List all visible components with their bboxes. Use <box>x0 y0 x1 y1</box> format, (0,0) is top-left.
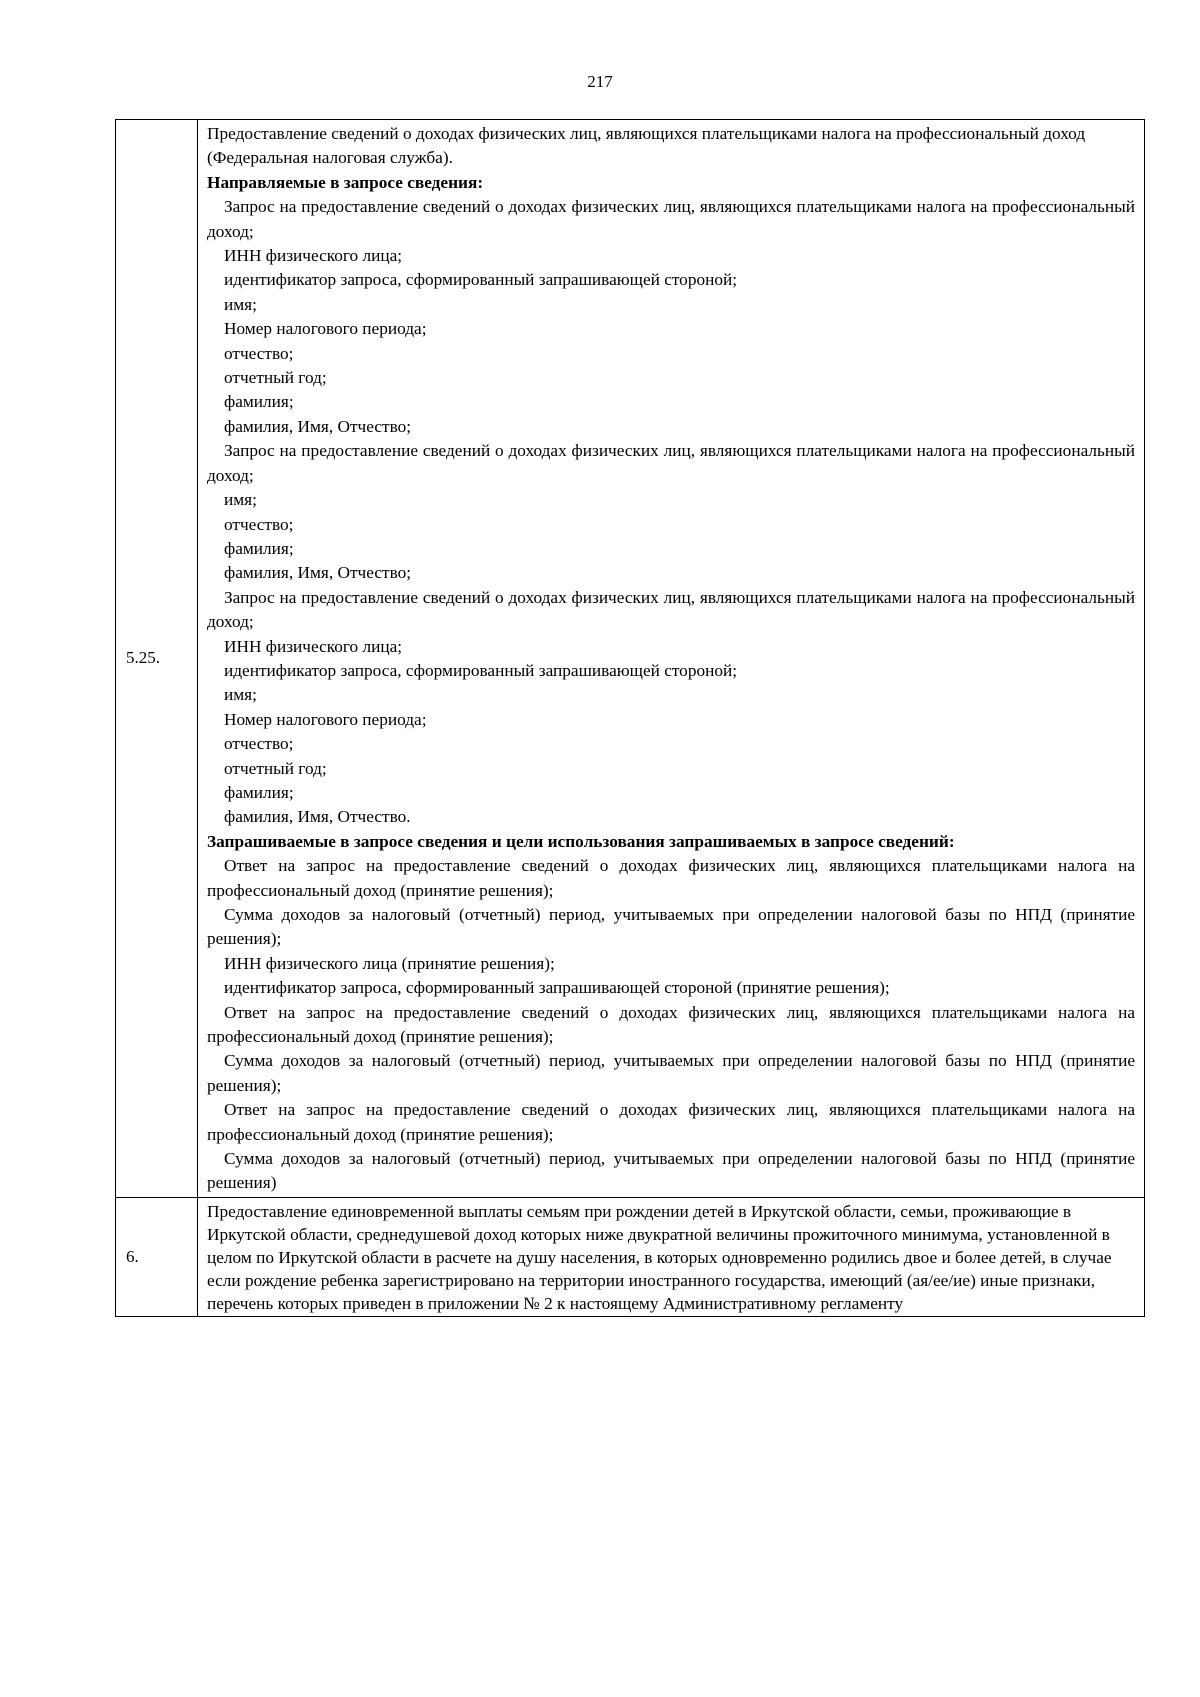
paragraph: отчетный год; <box>224 758 327 778</box>
paragraph: фамилия, Имя, Отчество; <box>224 563 412 583</box>
paragraph: идентификатор запроса, сформированный запрашивающей стороной (принятие решения); <box>224 978 890 998</box>
paragraph: Сумма доходов за налоговый (отчетный) период, учитываемых при определении налоговой базы по НПД (принятие решения); <box>207 905 1135 949</box>
row-content-cell <box>198 1197 1145 1316</box>
paragraph: Сумма доходов за налоговый (отчетный) период, учитываемых при определении налоговой базы по НПД (принятие решения) <box>207 1149 1135 1193</box>
paragraph: Предоставление единовременной выплаты семьям при рождении детей в Иркутской области, семьи, проживающие в Иркутской области, среднедушевой доход которых ниже двукратной величины прожиточного минимума, установленной в целом по Иркутской области в расчете на душу населения, в которых одновременно родились двое и более детей, в случае если рождение ребенка зарегистрировано на территории иностранного государства, имеющий (ая/ее/ие) иные признаки, перечень которых приведен в приложении № 2 к настоящему Административному регламенту <box>207 1201 1112 1313</box>
row-number-cell: 6. <box>116 1197 198 1316</box>
paragraph: идентификатор запроса, сформированный запрашивающей стороной; <box>224 660 738 680</box>
paragraph: Ответ на запрос на предоставление сведений о доходах физических лиц, являющихся плательщиками налога на профессиональный доход (принятие решения); <box>207 856 1135 900</box>
paragraph: Номер налогового периода; <box>224 709 427 729</box>
paragraph: Сумма доходов за налоговый (отчетный) период, учитываемых при определении налоговой базы по НПД (принятие решения); <box>207 1051 1135 1095</box>
table-row <box>116 1197 1145 1316</box>
paragraph: отчетный год; <box>224 368 327 388</box>
table-row <box>116 120 1145 1198</box>
paragraph: Запрос на предоставление сведений о доходах физических лиц, являющихся плательщиками налога на профессиональный доход; <box>207 197 1135 241</box>
paragraph: идентификатор запроса, сформированный запрашивающей стороной; <box>224 270 738 290</box>
services-table <box>115 119 1145 1317</box>
row-content-cell <box>198 120 1145 1198</box>
paragraph: имя; <box>224 294 257 314</box>
page-number: 217 <box>587 72 613 91</box>
paragraph: фамилия; <box>224 782 294 802</box>
paragraph: имя; <box>224 490 257 510</box>
paragraph: Ответ на запрос на предоставление сведений о доходах физических лиц, являющихся плательщиками налога на профессиональный доход (принятие решения); <box>207 1100 1135 1144</box>
paragraph: отчество; <box>224 343 294 363</box>
paragraph: Предоставление сведений о доходах физических лиц, являющихся плательщиками налога на профессиональный доход (Федеральная налоговая служба). <box>207 124 1086 168</box>
paragraph: ИНН физического лица; <box>224 246 403 266</box>
paragraph: Запрос на предоставление сведений о доходах физических лиц, являющихся плательщиками налога на профессиональный доход; <box>207 587 1135 632</box>
paragraph: ИНН физического лица; <box>224 636 403 656</box>
paragraph: ИНН физического лица (принятие решения); <box>224 953 555 973</box>
paragraph: имя; <box>224 685 257 705</box>
paragraph: отчество; <box>224 734 294 754</box>
paragraph: Ответ на запрос на предоставление сведений о доходах физических лиц, являющихся плательщиками налога на профессиональный доход (принятие решения); <box>207 1002 1135 1047</box>
paragraph: Запрос на предоставление сведений о доходах физических лиц, являющихся плательщиками налога на профессиональный доход; <box>207 441 1135 485</box>
paragraph: отчество; <box>224 514 294 534</box>
row-number-cell: 5.25. <box>116 120 198 1198</box>
paragraph: фамилия; <box>224 538 294 558</box>
paragraph: фамилия, Имя, Отчество. <box>224 807 411 827</box>
paragraph: Номер налогового периода; <box>224 319 427 339</box>
section-heading: Запрашиваемые в запросе сведения и цели использования запрашиваемых в запросе сведений: <box>207 831 955 851</box>
paragraph: фамилия; <box>224 392 294 412</box>
paragraph: фамилия, Имя, Отчество; <box>224 416 412 436</box>
section-heading: Направляемые в запросе сведения: <box>207 172 484 192</box>
